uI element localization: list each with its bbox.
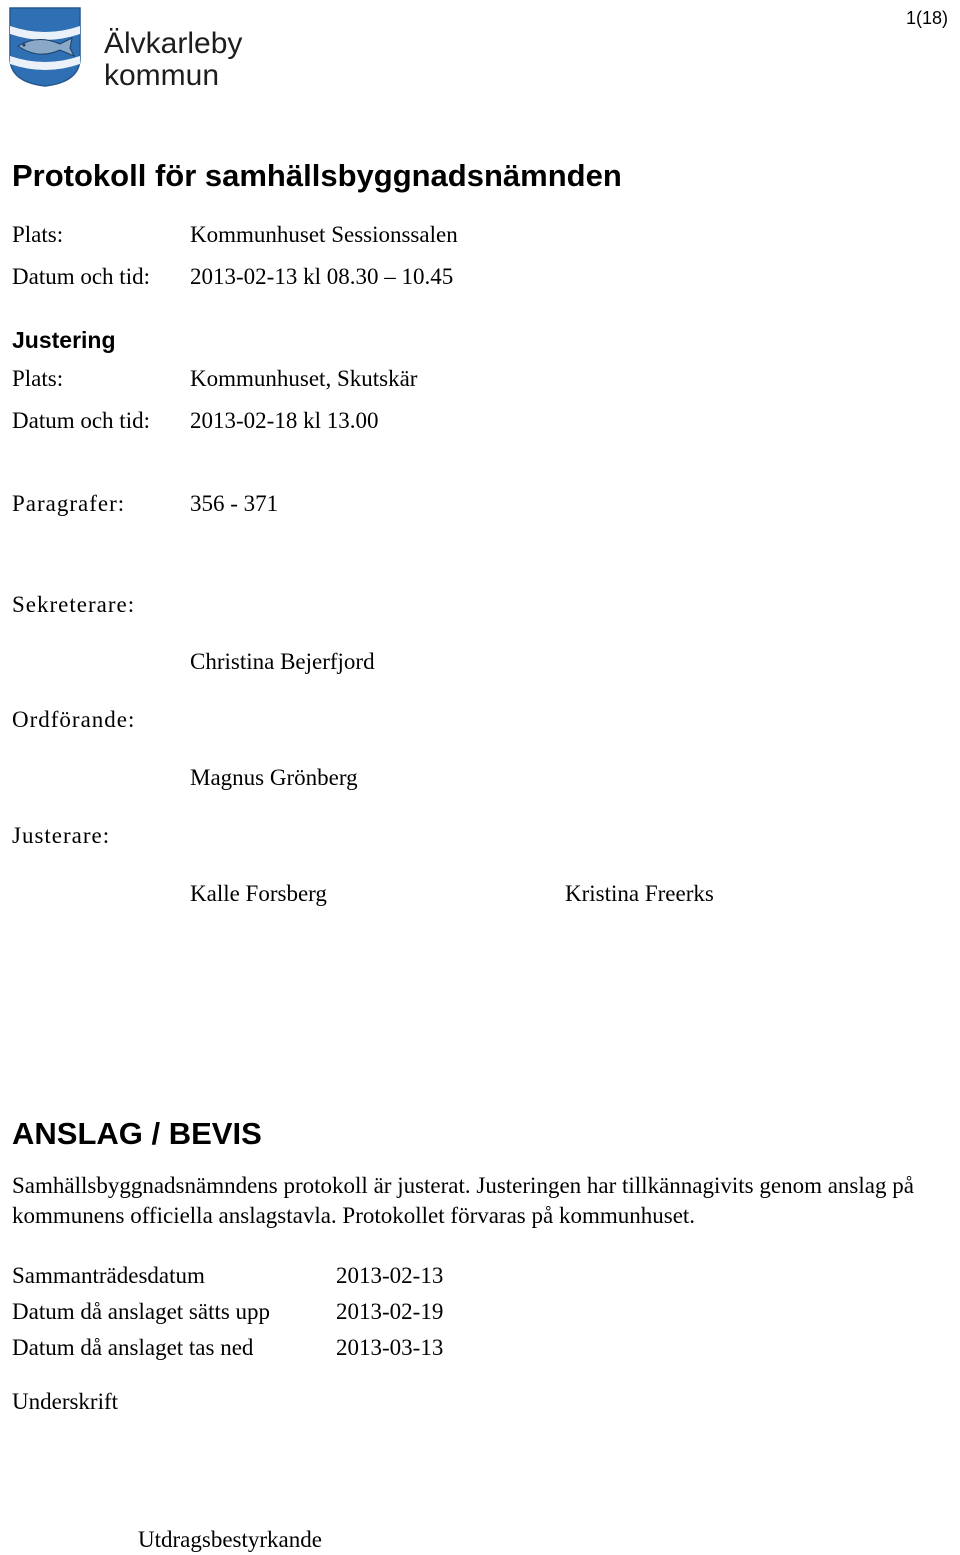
justerare-name-2: Kristina Freerks — [565, 881, 714, 906]
organization-name-line2: kommun — [104, 59, 220, 92]
paragrafer-value: 356 - 371 — [190, 491, 279, 516]
anslag-upp-value: 2013-02-19 — [336, 1299, 444, 1324]
meeting-datetime-label: Datum och tid: — [12, 264, 150, 289]
municipality-coat-of-arms-icon — [8, 6, 82, 88]
meeting-datetime-value: 2013-02-13 kl 08.30 – 10.45 — [190, 264, 454, 289]
ordforande-name: Magnus Grönberg — [190, 765, 358, 790]
utdragsbestyrkande-label: Utdragsbestyrkande — [138, 1527, 322, 1552]
meeting-location-value: Kommunhuset Sessionssalen — [190, 222, 458, 247]
anslag-heading: ANSLAG / BEVIS — [12, 1116, 262, 1151]
document-title: Protokoll för samhällsbyggnadsnämnden — [12, 158, 622, 193]
sammantradesdatum-label: Sammanträdesdatum — [12, 1263, 205, 1288]
justering-location-label: Plats: — [12, 366, 64, 391]
sekreterare-name: Christina Bejerfjord — [190, 649, 375, 674]
ordforande-label: Ordförande: — [12, 707, 136, 732]
organization-name-line1: Älvkarleby — [104, 27, 243, 60]
justering-datetime-label: Datum och tid: — [12, 408, 150, 433]
sammantradesdatum-value: 2013-02-13 — [336, 1263, 444, 1288]
underskrift-label: Underskrift — [12, 1389, 119, 1414]
justerare-label: Justerare: — [12, 823, 111, 848]
anslag-upp-label: Datum då anslaget sätts upp — [12, 1299, 271, 1324]
justering-datetime-value: 2013-02-18 kl 13.00 — [190, 408, 379, 433]
justering-location-value: Kommunhuset, Skutskär — [190, 366, 418, 391]
anslag-ned-value: 2013-03-13 — [336, 1335, 444, 1360]
justerare-name-1: Kalle Forsberg — [190, 881, 327, 906]
justering-heading: Justering — [12, 327, 116, 353]
organization-name — [104, 28, 242, 92]
anslag-ned-label: Datum då anslaget tas ned — [12, 1335, 254, 1360]
page-number: 1(18) — [905, 8, 948, 28]
anslag-text: Samhällsbyggnadsnämndens protokoll är justerat. Justeringen har tillkännagivits genom anslag på kommunens officiella anslagstavla. Protokollet förvaras på kommunhuset. — [12, 1173, 914, 1228]
meeting-location-label: Plats: — [12, 222, 64, 247]
sekreterare-label: Sekreterare: — [12, 592, 136, 617]
paragrafer-label: Paragrafer: — [12, 491, 126, 516]
